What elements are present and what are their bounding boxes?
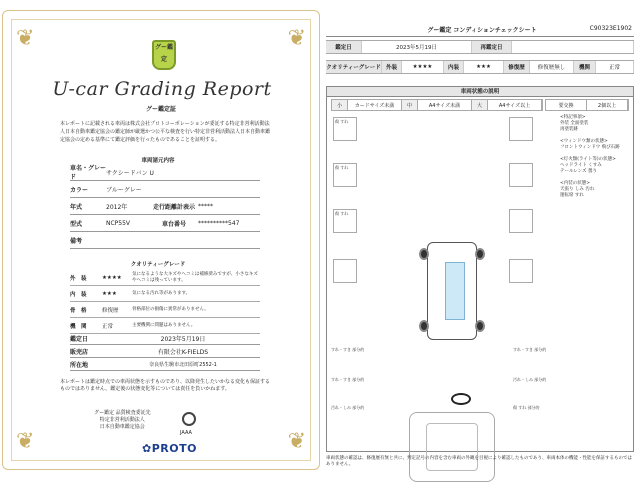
zone-box: [509, 209, 533, 233]
inspector-org: グー鑑定 品質検査委託先 特定非営利活動法人 日本自動車鑑定協会: [94, 410, 151, 430]
type-row: 型式 NCP55V 車台番号 **********547: [70, 215, 260, 232]
interior-grade-row: 内 装 ★★★ 気になる汚れ等があります。: [70, 286, 260, 302]
sheet-code: C90323E1902: [589, 25, 632, 32]
zone-box: [333, 259, 357, 283]
model-row: 車名・グレード サクシードバン U: [70, 164, 260, 181]
corner-ornament-icon: ❦: [16, 429, 35, 454]
address-row: 所在地 奈良県生駒市北田原町2552-1: [70, 358, 260, 371]
vehicle-state-diagram: 車両状態の説明 小 カードサイズ未満 中 A4サイズ未満 大 A4サイズ以上 要交換 2個以上 <特記事項> 外装 全面塗装 再塗装跡 <ウィンドウ類の状態> フロントウィンドウ 飛び石跡 <灯火類(ライト等)の状態> ヘッドライト くすみ テールレンズ 曇り <内装の状態> 天張り しみ 汚れ 運転席 すれ 傷 すれ 傷 すれ 傷 すれ すれ・すき 部分的 すれ・すき 部分的 すれ・すき 部分的 汚れ・しみ 部分的 汚れ・しみ 部分的 傷 すれ 部分的: [326, 86, 634, 452]
condition-check-sheet: [322, 25, 638, 480]
interior-stars: ★★★: [102, 290, 117, 297]
corner-ornament-icon: ❦: [287, 429, 306, 454]
dealer-row: 販売店 有限会社K-FIELDS: [70, 345, 260, 358]
frame-grade-row: 骨 格 修復歴 骨格部位の損傷に異常がありません。: [70, 302, 260, 318]
jaaa-logo-icon: [182, 412, 196, 426]
notes-row: 備考: [70, 232, 260, 249]
quality-grade-row: クオリティーグレード 外装 ★★★★ 内装 ★★★ 修復歴 修復歴無し 機関 正常: [326, 60, 634, 74]
engine-grade-row: 機 関 正常 主要機関に問題はありません。: [70, 318, 260, 334]
sheet-title: グー鑑定 コンディションチェックシート: [427, 27, 537, 34]
vehicle-section-heading: 車両諸元内容: [141, 158, 175, 164]
car-top-view: [419, 232, 485, 350]
jaaa-label: JAAA: [180, 430, 192, 436]
wheel-icon: [419, 248, 429, 260]
certificate-subheading: グー鑑定証: [145, 106, 176, 113]
side-notes: <特記事項> 外装 全面塗装 再塗装跡 <ウィンドウ類の状態> フロントウィンドウ 飛び石跡 <灯火類(ライト等)の状態> ヘッドライト くすみ テールレンズ 曇り <内装の状態> 天張り しみ 汚れ 運転席 すれ: [560, 115, 620, 198]
inspection-date-row: 鑑定日 2023年5月19日: [70, 332, 260, 345]
goo-logo-badge: グー鑑定: [152, 40, 176, 70]
wheel-icon: [475, 320, 485, 332]
sheet-footnote: 車両状態の確認は、修復歴有無と共に、判定記号の内容を含む車両の外観を目視により確認したものであり、車両本体の機能・性能を保証するものではありません。: [326, 456, 632, 467]
wheel-icon: [419, 320, 429, 332]
exterior-stars: ★★★★: [102, 274, 122, 281]
wheel-icon: [475, 248, 485, 260]
grading-report-heading: U-car Grading Report: [52, 78, 272, 100]
corner-ornament-icon: ❦: [287, 26, 306, 51]
car-interior-view: [409, 412, 495, 482]
steering-wheel-icon: [451, 393, 471, 405]
proto-logo: ✿PROTO: [142, 442, 197, 455]
corner-ornament-icon: ❦: [16, 26, 35, 51]
zone-box: [509, 259, 533, 283]
quality-section-heading: クオリティーグレード: [130, 262, 186, 268]
grading-certificate: [2, 10, 320, 470]
flag-legend: 要交換 2個以上: [545, 99, 629, 111]
year-row: 年式 2012年 走行距離計表示 *****: [70, 198, 260, 215]
windshield-highlight: [445, 262, 465, 320]
zone-box: [509, 163, 533, 187]
certificate-notice: 本レポートは鑑定時点での車両状態を示すものであり、以降発生したいかなる変化も保証するものではありません。鑑定後の状態変化等については責任を負いかねます。: [60, 379, 271, 392]
exterior-grade-row: 外 装 ★★★★ 気になるような大キズやヘコミは補修済みですが、小さなキズやヘコミは残っています。: [70, 270, 260, 286]
zone-box: [509, 117, 533, 141]
damage-size-legend: 小 カードサイズ未満 中 A4サイズ未満 大 A4サイズ以上: [331, 99, 543, 111]
certificate-intro: 本レポートに記載される車両は株式会社プロトコーポレーションが委託する特定非営利活動法人日本自動車鑑定協会の鑑定師が厳選かつ公平な検査を行い特定非営利活動法人日本自動車鑑定協会の定める基準にて鑑定評価を行ったものであることを証明する。: [60, 121, 271, 143]
date-row: 鑑定日 2023年5月19日 再鑑定日: [326, 40, 634, 54]
color-row: カラー ブルーグレー: [70, 181, 260, 198]
